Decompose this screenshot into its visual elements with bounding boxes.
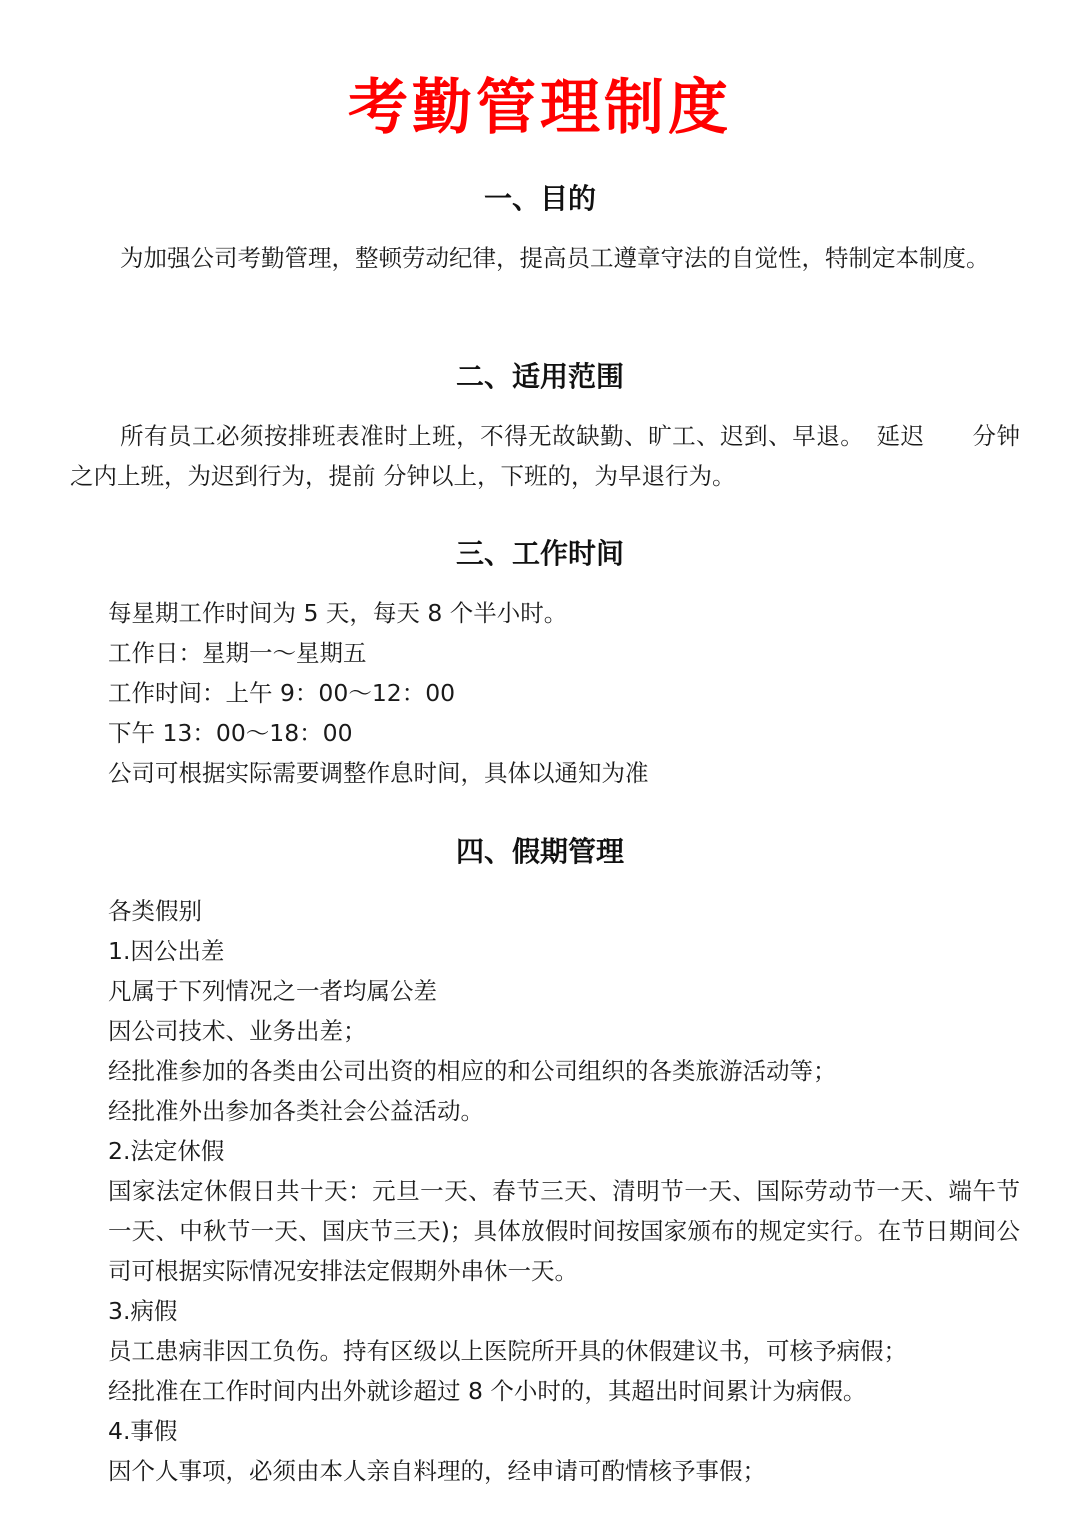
- working-hours-list: [108, 593, 1020, 793]
- working-hours-line: 下午 13：00～18：00: [108, 719, 353, 747]
- leave-line: 2.法定休假: [108, 1137, 225, 1165]
- section-heading-working-hours: 三、工作时间: [455, 537, 624, 570]
- section-paragraph-purpose: 为加强公司考勤管理，整顿劳动纪律，提高员工遵章守法的自觉性，特制定本制度。: [120, 244, 990, 272]
- leave-management-list: [108, 891, 1020, 1491]
- leave-line: 因个人事项，必须由本人亲自料理的，经申请可酌情核予事假；: [108, 1457, 766, 1485]
- leave-line: 1.因公出差: [108, 937, 225, 965]
- working-hours-line: 工作时间：上午 9：00～12：00: [108, 679, 456, 707]
- leave-line: 因公司技术、业务出差；: [108, 1017, 367, 1045]
- section-heading-scope: 二、适用范围: [455, 360, 624, 393]
- working-hours-line: 公司可根据实际需要调整作息时间，具体以通知为准: [108, 759, 649, 787]
- leave-line: 国家法定休假日共十天：元旦一天、春节三天、清明节一天、国际劳动节一天、端午节一天、中秋节一天、国庆节三天)；具体放假时间按国家颁布的规定实行。在节日期间公司可根据实际情况安排法定假期外串休一天。: [108, 1177, 1020, 1285]
- leave-line: 员工患病非因工负伤。持有区级以上医院所开具的休假建议书，可核予病假；: [108, 1337, 907, 1365]
- leave-line: 凡属于下列情况之一者均属公差: [108, 977, 437, 1005]
- leave-line: 3.病假: [108, 1297, 178, 1325]
- leave-line: 各类假别: [108, 897, 202, 925]
- working-hours-line: 每星期工作时间为 5 天，每天 8 个半小时。: [108, 599, 568, 627]
- leave-line: 4.事假: [108, 1417, 178, 1445]
- leave-line: 经批准在工作时间内出外就诊超过 8 个小时的，其超出时间累计为病假。: [108, 1377, 867, 1405]
- section-heading-leave-management: 四、假期管理: [455, 835, 624, 868]
- section-heading-purpose: 一、目的: [483, 182, 596, 215]
- leave-line: 经批准外出参加各类社会公益活动。: [108, 1097, 484, 1125]
- leave-line: 经批准参加的各类由公司出资的相应的和公司组织的各类旅游活动等；: [108, 1057, 837, 1085]
- document-title: 考勤管理制度: [348, 73, 732, 143]
- section-paragraph-scope: 所有员工必须按排班表准时上班，不得无故缺勤、旷工、迟到、早退。 延迟 分钟之内上班，为迟到行为，提前 分钟以上，下班的，为早退行为。: [70, 422, 1020, 490]
- working-hours-line: 工作日：星期一～星期五: [108, 639, 367, 667]
